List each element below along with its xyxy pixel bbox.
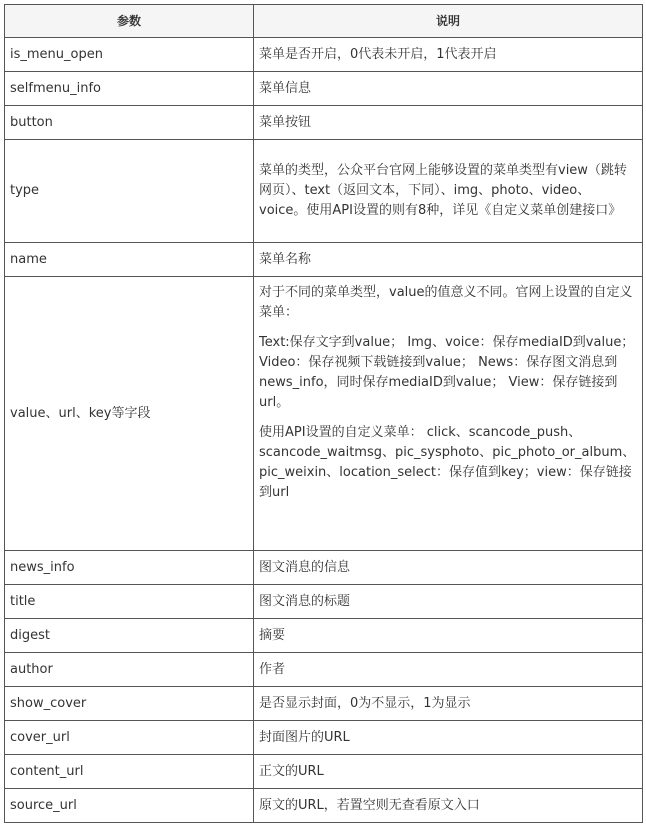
table-row xyxy=(5,619,643,653)
table-row xyxy=(5,106,643,140)
param-desc: 作者 xyxy=(254,653,643,687)
param-name: cover_url xyxy=(5,721,254,755)
table-row xyxy=(5,687,643,721)
param-name: source_url xyxy=(5,789,254,823)
param-name: content_url xyxy=(5,755,254,789)
table-row xyxy=(5,551,643,585)
table-row xyxy=(5,789,643,823)
table-row xyxy=(5,277,643,551)
param-name: name xyxy=(5,243,254,277)
table-row xyxy=(5,72,643,106)
table-row xyxy=(5,243,643,277)
param-desc xyxy=(254,277,643,551)
param-desc: 菜单按钮 xyxy=(254,106,643,140)
param-desc: 原文的URL，若置空则无查看原文入口 xyxy=(254,789,643,823)
param-name: type xyxy=(5,140,254,243)
param-desc: 图文消息的标题 xyxy=(254,585,643,619)
desc-paragraph: 使用API设置的自定义菜单： click、scancode_push、scancode_waitmsg、pic_sysphoto、pic_photo_or_album、 pic_weixin、location_select：保存值到key；view：保存链接到url xyxy=(259,425,636,500)
table-row xyxy=(5,38,643,72)
param-desc: 摘要 xyxy=(254,619,643,653)
desc-paragraph: Text:保存文字到value； Img、voice：保存mediaID到value； Video：保存视频下载链接到value； News：保存图文消息到news_info，同时保存mediaID到value； View：保存链接到url。 xyxy=(259,335,635,410)
param-name: digest xyxy=(5,619,254,653)
table-row xyxy=(5,721,643,755)
table-row xyxy=(5,653,643,687)
param-name: value、url、key等字段 xyxy=(5,277,254,551)
param-name: news_info xyxy=(5,551,254,585)
param-name: title xyxy=(5,585,254,619)
param-desc: 封面图片的URL xyxy=(254,721,643,755)
param-desc: 是否显示封面，0为不显示，1为显示 xyxy=(254,687,643,721)
param-desc: 菜单信息 xyxy=(254,72,643,106)
param-name: show_cover xyxy=(5,687,254,721)
header-param: 参数 xyxy=(5,5,254,38)
param-desc: 菜单的类型，公众平台官网上能够设置的菜单类型有view（跳转网页）、text（返回文本，下同）、img、photo、video、voice。使用API设置的则有8种，详见《自定义菜单创建接口》 xyxy=(254,140,643,243)
param-name: author xyxy=(5,653,254,687)
param-desc: 正文的URL xyxy=(254,755,643,789)
param-name: selfmenu_info xyxy=(5,72,254,106)
table-row xyxy=(5,755,643,789)
header-description: 说明 xyxy=(254,5,643,38)
table-row xyxy=(5,140,643,243)
desc-paragraph: 对于不同的菜单类型，value的值意义不同。官网上设置的自定义菜单： xyxy=(259,285,633,320)
param-name: is_menu_open xyxy=(5,38,254,72)
param-desc: 菜单是否开启，0代表未开启，1代表开启 xyxy=(254,38,643,72)
param-name: button xyxy=(5,106,254,140)
param-desc: 图文消息的信息 xyxy=(254,551,643,585)
param-desc: 菜单名称 xyxy=(254,243,643,277)
parameter-table xyxy=(4,4,643,823)
table-row xyxy=(5,585,643,619)
table-header-row xyxy=(5,5,643,38)
